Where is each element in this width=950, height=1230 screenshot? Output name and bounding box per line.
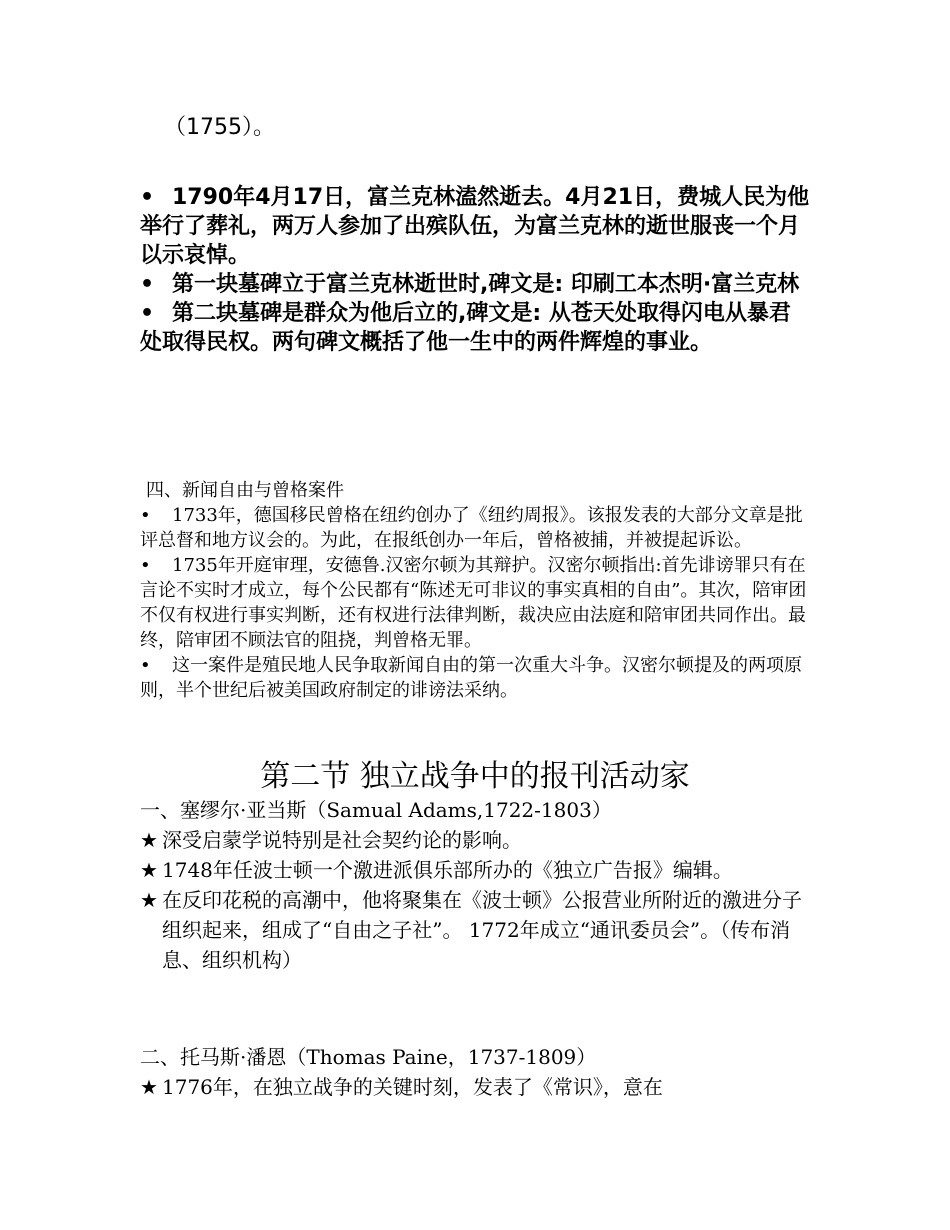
section-four — [140, 478, 810, 703]
bullet-icon: • — [140, 301, 155, 326]
star-icon: ★ — [140, 858, 158, 882]
list-item — [140, 653, 810, 703]
star-icon: ★ — [140, 1075, 158, 1099]
list-item-text: 在反印花税的高潮中，他将聚集在《波士顿》公报营业所附近的激进分子组织起来，组成了“自由之子社”。 1772年成立“通讯委员会”。（传布消息、组织机构） — [162, 888, 802, 972]
section-heading: 四、新闻自由与曾格案件 — [146, 480, 344, 501]
list-item-text: 这一案件是殖民地人民争取新闻自由的第一次重大斗争。汉密尔顿提及的两项原则，半个世纪后被美国政府制定的诽谤法采纳。 — [140, 655, 802, 701]
star-icon: ★ — [140, 828, 158, 852]
section-heading: 一、塞缪尔·亚当斯（Samual Adams,1722-1803） — [140, 798, 612, 822]
continuation-text: （1755）。 — [164, 115, 275, 140]
franklin-death-list — [140, 183, 810, 357]
list-item — [140, 885, 810, 975]
list-item — [140, 503, 810, 553]
list-item — [140, 183, 810, 270]
star-icon: ★ — [140, 888, 158, 912]
chapter-title: 第二节 独立战争中的报刊活动家 — [260, 759, 690, 794]
list-item-text: 1748年任波士顿一个激进派俱乐部所办的《独立广告报》编辑。 — [162, 858, 733, 882]
list-item — [140, 553, 810, 653]
bullet-icon: • — [140, 185, 155, 210]
adams-section — [140, 795, 810, 975]
list-item-text: 第二块墓碑是群众为他后立的,碑文是: 从苍天处取得闪电从暴君处取得民权。两句碑文概括了他一生中的两件辉煌的事业。 — [140, 301, 791, 355]
bullet-icon: • — [140, 505, 151, 526]
list-item — [140, 270, 810, 299]
list-item — [140, 1072, 810, 1102]
paine-section — [140, 1042, 810, 1102]
list-item-text: 深受启蒙学说特别是社会契约论的影响。 — [162, 828, 522, 852]
bullet-icon: • — [140, 272, 155, 297]
list-item — [140, 299, 810, 357]
list-item — [140, 825, 810, 855]
list-item-text: 1776年，在独立战争的关键时刻，发表了《常识》，意在 — [162, 1075, 663, 1099]
list-item-text: 第一块墓碑立于富兰克林逝世时,碑文是: 印刷工本杰明·富兰克林 — [172, 272, 800, 297]
list-item — [140, 855, 810, 885]
bullet-icon: • — [140, 655, 151, 676]
section-heading: 二、托马斯·潘恩（Thomas Paine，1737-1809） — [140, 1045, 597, 1069]
list-item-text: 1790年4月17日，富兰克林溘然逝去。4月21日，费城人民为他举行了葬礼，两万人参加了出殡队伍，为富兰克林的逝世服丧一个月以示哀悼。 — [140, 185, 810, 268]
bullet-icon: • — [140, 555, 151, 576]
list-item-text: 1735年开庭审理，安德鲁.汉密尔顿为其辩护。汉密尔顿指出:首先诽谤罪只有在言论不实时才成立，每个公民都有“陈述无可非议的事实真相的自由”。其次，陪审团不仅有权进行事实判断，还有权进行法律判断，裁决应由法庭和陪审团共同作出。最终，陪审团不顾法官的阻挠，判曾格无罪。 — [140, 555, 807, 651]
list-item-text: 1733年，德国移民曾格在纽约创办了《纽约周报》。该报发表的大部分文章是批评总督和地方议会的。为此，在报纸创办一年后，曾格被捕，并被提起诉讼。 — [140, 505, 803, 551]
